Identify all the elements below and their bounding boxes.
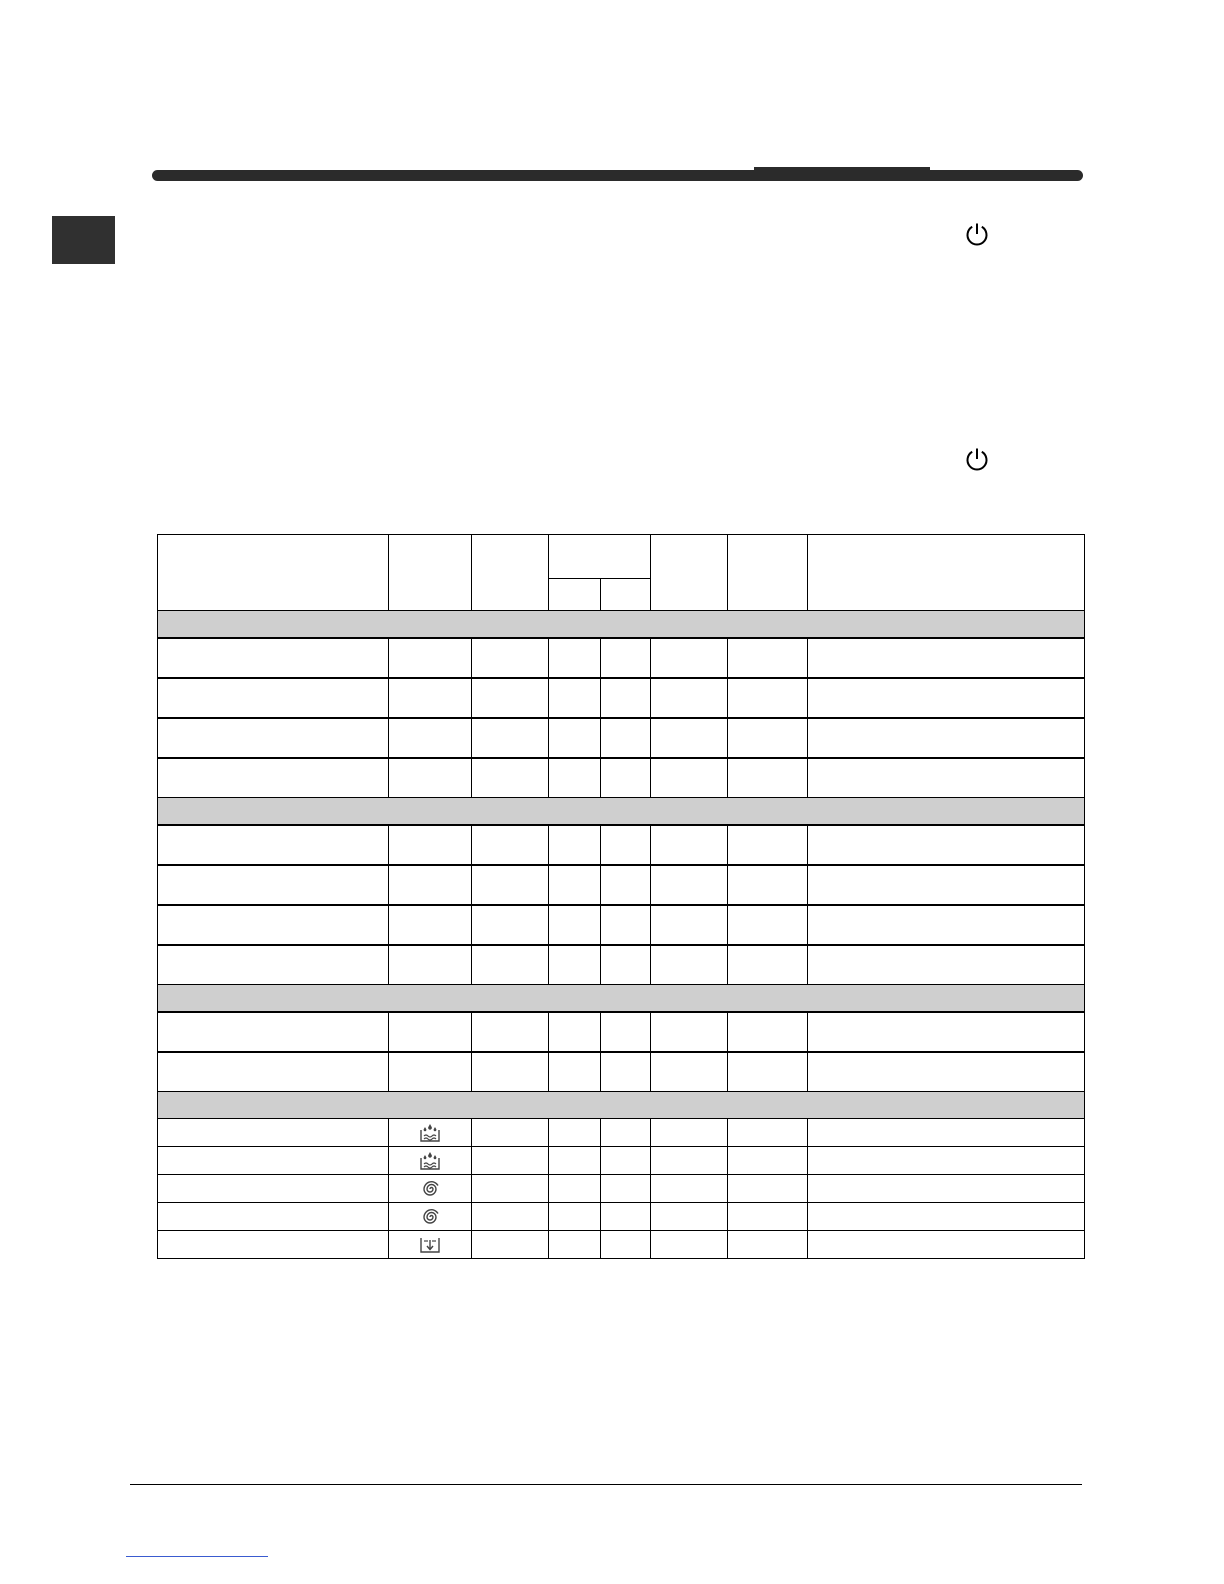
header-cell-symbol (389, 535, 472, 611)
table-row (158, 1231, 1085, 1259)
header-cell-detergent-sub-2 (601, 579, 651, 611)
row-label (158, 678, 389, 718)
row-symbol (389, 905, 472, 945)
row-label (158, 638, 389, 678)
table-cell (549, 718, 601, 758)
table-row (158, 905, 1085, 945)
table-cell (651, 678, 728, 718)
table-cell (549, 1012, 601, 1052)
row-symbol (389, 1203, 472, 1231)
table-cell (728, 865, 808, 905)
header-rule-accent (754, 167, 930, 170)
table-group-row (158, 1092, 1085, 1119)
table-cell (728, 905, 808, 945)
table-cell (728, 718, 808, 758)
rinse-icon (418, 1122, 442, 1144)
table-cell (651, 1203, 728, 1231)
table-cell (601, 1052, 651, 1092)
table-cell (808, 718, 1085, 758)
table-cell (808, 1175, 1085, 1203)
table-cell (808, 825, 1085, 865)
table-cell (601, 1175, 651, 1203)
row-label (158, 758, 389, 798)
footer-link-underline (126, 1556, 268, 1557)
table-cell (728, 1175, 808, 1203)
table-cell (601, 825, 651, 865)
header-cell-programme (158, 535, 389, 611)
table-cell (808, 865, 1085, 905)
table-row (158, 825, 1085, 865)
table-cell (472, 1231, 549, 1259)
table-cell (808, 905, 1085, 945)
group-label (158, 798, 1085, 826)
table-cell (549, 945, 601, 985)
row-symbol (389, 638, 472, 678)
table-cell (549, 638, 601, 678)
header-cell-detergent (549, 535, 651, 579)
table-cell (549, 1052, 601, 1092)
row-symbol (389, 865, 472, 905)
table-cell (728, 758, 808, 798)
table-cell (651, 1119, 728, 1147)
table-cell (808, 945, 1085, 985)
table-row (158, 1175, 1085, 1203)
table-cell (472, 758, 549, 798)
table-cell (808, 758, 1085, 798)
table-cell (808, 1012, 1085, 1052)
table-cell (728, 1231, 808, 1259)
table-cell (808, 1147, 1085, 1175)
table-cell (651, 718, 728, 758)
row-symbol (389, 945, 472, 985)
table-cell (549, 758, 601, 798)
row-label (158, 1147, 389, 1175)
table-cell (601, 758, 651, 798)
table-cell (728, 1052, 808, 1092)
table-cell (728, 638, 808, 678)
group-label (158, 1092, 1085, 1119)
header-cell-detergent-sub-1 (549, 579, 601, 611)
table-cell (651, 758, 728, 798)
table-cell (651, 865, 728, 905)
table-cell (651, 1175, 728, 1203)
table-cell (601, 718, 651, 758)
table-cell (808, 1052, 1085, 1092)
row-label (158, 1231, 389, 1259)
programme-table (157, 534, 1085, 1259)
table-cell (601, 1119, 651, 1147)
drain-icon (418, 1234, 442, 1256)
power-icon (964, 221, 990, 247)
table-cell (472, 1203, 549, 1231)
row-symbol (389, 825, 472, 865)
table-cell (601, 865, 651, 905)
table-cell (472, 905, 549, 945)
table-row (158, 945, 1085, 985)
group-label (158, 611, 1085, 639)
table-cell (472, 1175, 549, 1203)
table-cell (601, 638, 651, 678)
table-cell (728, 1119, 808, 1147)
row-label (158, 1203, 389, 1231)
table-cell (549, 678, 601, 718)
table-cell (728, 1203, 808, 1231)
table-cell (651, 638, 728, 678)
row-symbol (389, 1147, 472, 1175)
table-cell (601, 1147, 651, 1175)
table-cell (472, 945, 549, 985)
table-cell (472, 865, 549, 905)
table-cell (651, 1012, 728, 1052)
table-header-row (158, 535, 1085, 579)
footer-rule (130, 1484, 1082, 1485)
table-row (158, 865, 1085, 905)
table-cell (549, 1231, 601, 1259)
table-cell (472, 638, 549, 678)
table-cell (651, 1147, 728, 1175)
table-cell (651, 945, 728, 985)
table-cell (549, 1175, 601, 1203)
table-row (158, 1147, 1085, 1175)
table-cell (651, 905, 728, 945)
table-group-row (158, 985, 1085, 1013)
row-symbol (389, 1231, 472, 1259)
table-cell (549, 825, 601, 865)
table-cell (728, 1147, 808, 1175)
table-cell (651, 825, 728, 865)
header-cell-6 (728, 535, 808, 611)
power-icon (964, 446, 990, 472)
table-cell (472, 1119, 549, 1147)
header-cell-5 (651, 535, 728, 611)
table-group-row (158, 611, 1085, 639)
table-cell (728, 825, 808, 865)
table-cell (651, 1052, 728, 1092)
table-cell (472, 1147, 549, 1175)
language-tab (52, 216, 115, 264)
header-cell-notes (808, 535, 1085, 611)
table-cell (549, 865, 601, 905)
table-cell (728, 678, 808, 718)
row-label (158, 1052, 389, 1092)
row-symbol (389, 1119, 472, 1147)
table-cell (549, 905, 601, 945)
table-row (158, 678, 1085, 718)
table-cell (808, 678, 1085, 718)
row-label (158, 718, 389, 758)
row-label (158, 1012, 389, 1052)
rinse-icon (418, 1150, 442, 1172)
table-cell (808, 1203, 1085, 1231)
table-cell (808, 1119, 1085, 1147)
row-label (158, 945, 389, 985)
table-cell (472, 825, 549, 865)
row-symbol (389, 1012, 472, 1052)
spin-icon (418, 1178, 442, 1200)
table-row (158, 758, 1085, 798)
table-cell (472, 1012, 549, 1052)
table-row (158, 1012, 1085, 1052)
row-label (158, 1119, 389, 1147)
row-label (158, 1175, 389, 1203)
table-cell (601, 945, 651, 985)
table-group-row (158, 798, 1085, 826)
row-symbol (389, 718, 472, 758)
table-cell (472, 1052, 549, 1092)
header-cell-temperature (472, 535, 549, 611)
table-cell (728, 945, 808, 985)
table-cell (601, 1012, 651, 1052)
table-cell (549, 1147, 601, 1175)
table-cell (472, 718, 549, 758)
table-cell (808, 1231, 1085, 1259)
row-label (158, 865, 389, 905)
table-cell (549, 1119, 601, 1147)
table-cell (601, 678, 651, 718)
table-cell (601, 1203, 651, 1231)
row-label (158, 825, 389, 865)
table-cell (601, 1231, 651, 1259)
table-row (158, 638, 1085, 678)
group-label (158, 985, 1085, 1013)
row-symbol (389, 1052, 472, 1092)
table-row (158, 718, 1085, 758)
row-label (158, 905, 389, 945)
row-symbol (389, 758, 472, 798)
table-cell (808, 638, 1085, 678)
table-cell (728, 1012, 808, 1052)
table-row (158, 1052, 1085, 1092)
table-cell (651, 1231, 728, 1259)
table-cell (472, 678, 549, 718)
spin-icon (418, 1206, 442, 1228)
header-rule (152, 170, 1083, 181)
table-cell (549, 1203, 601, 1231)
row-symbol (389, 678, 472, 718)
table-row (158, 1203, 1085, 1231)
table-row (158, 1119, 1085, 1147)
table-cell (601, 905, 651, 945)
row-symbol (389, 1175, 472, 1203)
